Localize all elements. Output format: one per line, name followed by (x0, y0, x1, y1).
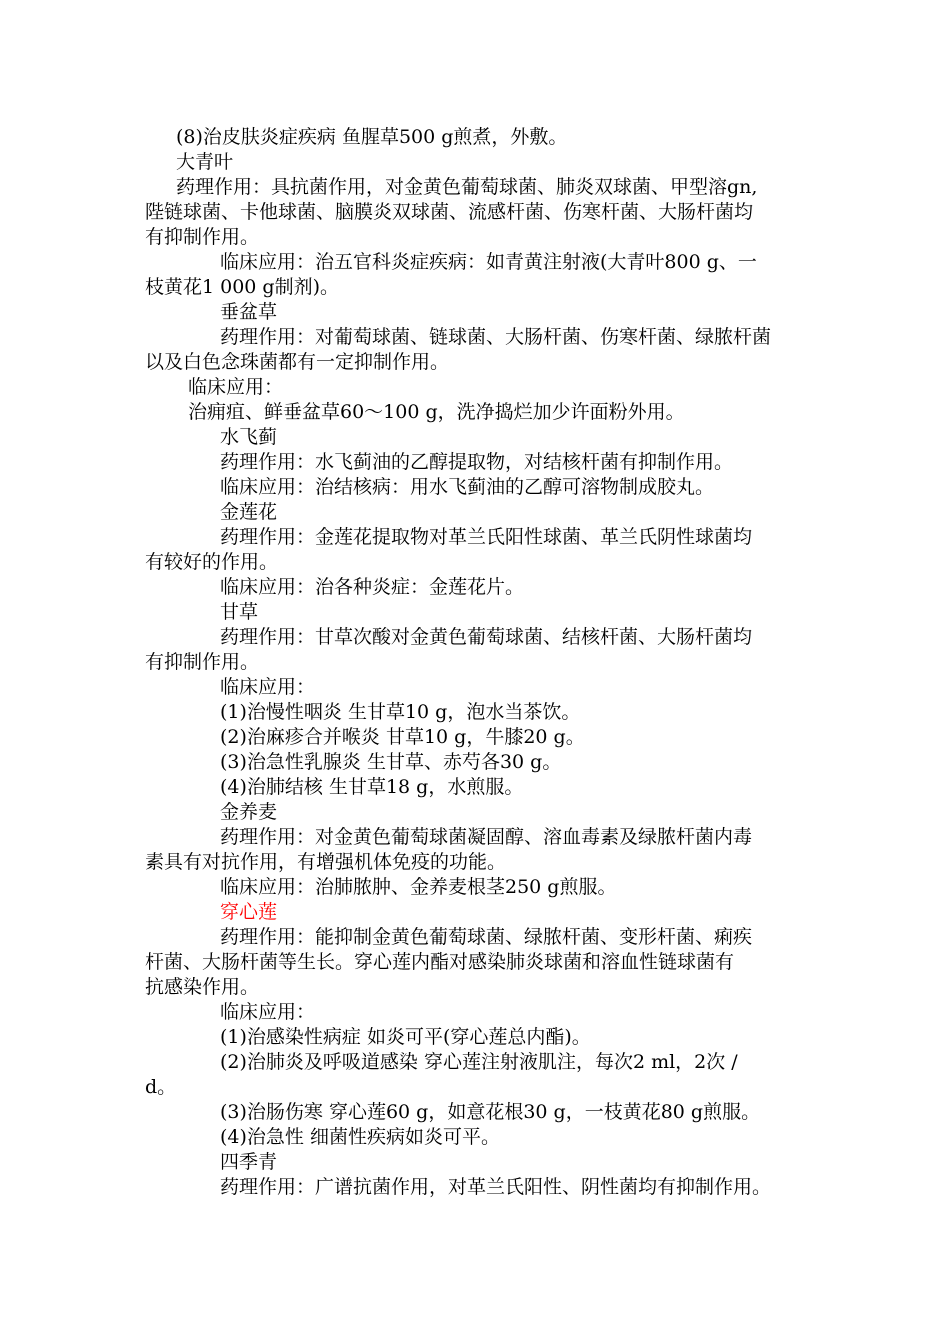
herb-heading: 四季青 (220, 1151, 278, 1173)
herb-heading: 甘草 (220, 601, 259, 623)
text-line: 药理作用：广谱抗菌作用，对革兰氏阳性、阴性菌均有抑制作用。 (220, 1176, 772, 1198)
text-line: 药理作用：甘草次酸对金黄色葡萄球菌、结核杆菌、大肠杆菌均 (220, 626, 753, 648)
herb-heading: 水飞蓟 (220, 426, 278, 448)
text-line: 临床应用：治肺脓肿、金养麦根茎250 g煎服。 (220, 876, 617, 898)
text-line: 药理作用：具抗菌作用，对金黄色葡萄球菌、肺炎双球菌、甲型溶gn, (176, 176, 758, 198)
herb-heading: 大青叶 (176, 151, 234, 173)
text-line: 临床应用： (220, 676, 316, 698)
text-line: 药理作用：对金黄色葡萄球菌凝固醇、溶血毒素及绿脓杆菌内毒 (220, 826, 753, 848)
text-line: 素具有对抗作用，有增强机体免疫的功能。 (145, 851, 507, 873)
text-line: (4)治肺结核 生甘草18 g，水煎服。 (220, 776, 524, 798)
text-line: 有较好的作用。 (145, 551, 279, 573)
text-line: (4)治急性 细菌性疾病如炎可平。 (220, 1126, 500, 1148)
text-line: (1)治感染性病症 如炎可平(穿心莲总内酯)。 (220, 1026, 591, 1048)
text-line: 枝黄花1 000 g制剂)。 (145, 276, 340, 298)
herb-heading: 金养麦 (220, 801, 278, 823)
text-line: d。 (145, 1076, 177, 1098)
text-line: 临床应用：治五官科炎症疾病：如青黄注射液(大青叶800 g、一 (220, 251, 757, 273)
text-line: 抗感染作用。 (145, 976, 260, 998)
text-line: 药理作用：对葡萄球菌、链球菌、大肠杆菌、伤寒杆菌、绿脓杆菌 (220, 326, 772, 348)
text-line: (2)治麻疹合并喉炎 甘草10 g，牛膝20 g。 (220, 726, 585, 748)
text-line: (3)治肠伤寒 穿心莲60 g，如意花根30 g，一枝黄花80 g煎服。 (220, 1101, 761, 1123)
text-line: 杆菌、大肠杆菌等生长。穿心莲内酯对感染肺炎球菌和溶血性链球菌有 (145, 951, 735, 973)
herb-heading: 垂盆草 (220, 301, 278, 323)
text-line: 治痈疽、鲜垂盆草60～100 g，洗净捣烂加少许面粉外用。 (188, 401, 685, 423)
text-line: 药理作用：水飞蓟油的乙醇提取物，对结核杆菌有抑制作用。 (220, 451, 734, 473)
text-line: 以及白色念珠菌都有一定抑制作用。 (145, 351, 450, 373)
herb-heading: 金莲花 (220, 501, 278, 523)
text-line: (8)治皮肤炎症疾病 鱼腥草500 g煎煮，外敷。 (176, 126, 568, 148)
text-line: 临床应用：治结核病：用水飞蓟油的乙醇可溶物制成胶丸。 (220, 476, 715, 498)
herb-heading-highlighted: 穿心莲 (220, 901, 278, 923)
text-line: 有抑制作用。 (145, 226, 260, 248)
text-line: (2)治肺炎及呼吸道感染 穿心莲注射液肌注，每次2 ml，2次 / (220, 1051, 738, 1073)
text-line: 临床应用： (220, 1001, 316, 1023)
text-line: 药理作用：能抑制金黄色葡萄球菌、绿脓杆菌、变形杆菌、痢疾 (220, 926, 753, 948)
text-line: (3)治急性乳腺炎 生甘草、赤芍各30 g。 (220, 751, 562, 773)
text-line: 临床应用： (188, 376, 284, 398)
text-line: 药理作用：金莲花提取物对革兰氏阳性球菌、革兰氏阴性球菌均 (220, 526, 753, 548)
text-line: (1)治慢性咽炎 生甘草10 g，泡水当茶饮。 (220, 701, 581, 723)
text-line: 临床应用：治各种炎症：金莲花片。 (220, 576, 525, 598)
text-line: 有抑制作用。 (145, 651, 260, 673)
text-line: 陛链球菌、卡他球菌、脑膜炎双球菌、流感杆菌、伤寒杆菌、大肠杆菌均 (145, 201, 754, 223)
